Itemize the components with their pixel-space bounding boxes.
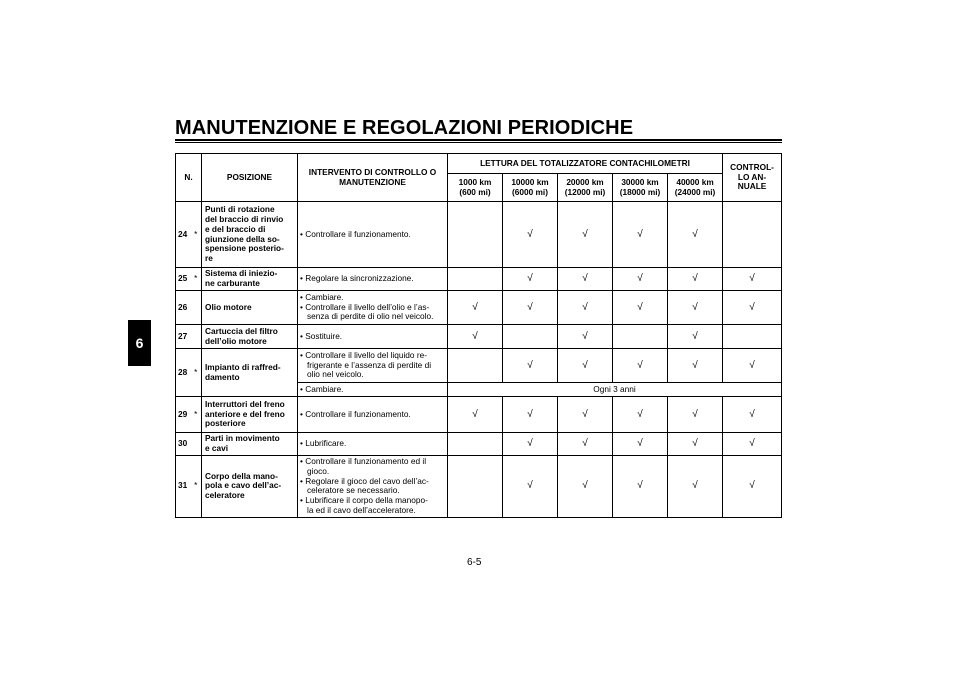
header-interval: 1000 km (600 mi) [448, 174, 503, 202]
action-item: • Regolare il gioco del cavo dell’ac- celeratore se necessario. [300, 477, 445, 497]
row-number: 24 [176, 202, 191, 268]
maintenance-table [175, 153, 782, 518]
check-mark: √ [723, 397, 782, 433]
check-mark: √ [613, 397, 668, 433]
action-item: • Controllare il funzionamento ed il gioco. [300, 457, 445, 477]
row-item: Sistema di iniezio- ne carburante [202, 268, 298, 291]
table-row [176, 397, 782, 433]
check-mark: √ [448, 291, 503, 325]
check-mark: √ [723, 349, 782, 383]
check-mark: √ [723, 456, 782, 518]
check-mark: √ [613, 456, 668, 518]
check-mark [448, 268, 503, 291]
row-item: Interruttori del freno anteriore e del freno posteriore [202, 397, 298, 433]
row-action [298, 349, 448, 383]
action-item: • Controllare il funzionamento. [300, 410, 445, 420]
check-mark [723, 325, 782, 349]
header-interval: 20000 km (12000 mi) [558, 174, 613, 202]
check-mark: √ [558, 202, 613, 268]
check-mark: √ [503, 397, 558, 433]
title-rule-thin [175, 142, 782, 143]
header-position: POSIZIONE [202, 154, 298, 202]
star-marker: * [191, 268, 202, 291]
check-mark: √ [613, 349, 668, 383]
table-row [176, 433, 782, 456]
action-item: • Lubrificare il corpo della manopo- la ed il cavo dell’acceleratore. [300, 496, 445, 516]
star-marker: * [191, 202, 202, 268]
check-mark: √ [668, 291, 723, 325]
header-n: N. [176, 154, 202, 202]
table-row [176, 291, 782, 325]
check-mark: √ [668, 268, 723, 291]
check-mark: √ [503, 456, 558, 518]
row-number: 29 [176, 397, 191, 433]
page-number: 6-5 [467, 557, 482, 568]
check-mark: √ [613, 202, 668, 268]
table-row [176, 349, 782, 383]
chapter-tab: 6 [128, 320, 151, 366]
row-item: Impianto di raffred- damento [202, 349, 298, 397]
row-item: Corpo della mano- pola e cavo dell’ac- celeratore [202, 456, 298, 518]
check-mark [448, 202, 503, 268]
header-interval: 40000 km (24000 mi) [668, 174, 723, 202]
row-number: 27 [176, 325, 191, 349]
page-title: MANUTENZIONE E REGOLAZIONI PERIODICHE [175, 117, 634, 139]
check-mark: √ [558, 397, 613, 433]
check-mark: √ [503, 349, 558, 383]
action-item: • Cambiare. [300, 385, 445, 395]
row-action [298, 433, 448, 456]
row-number: 28 [176, 349, 191, 397]
check-mark: √ [723, 433, 782, 456]
star-marker [191, 325, 202, 349]
action-item: • Lubrificare. [300, 439, 445, 449]
row-action [298, 456, 448, 518]
check-mark: √ [503, 433, 558, 456]
check-mark: √ [723, 291, 782, 325]
title-rule [175, 139, 782, 141]
row-number: 31 [176, 456, 191, 518]
check-mark: √ [558, 291, 613, 325]
check-mark: √ [668, 456, 723, 518]
check-mark [448, 349, 503, 383]
table-row [176, 268, 782, 291]
action-item: • Sostituire. [300, 332, 445, 342]
check-mark: √ [668, 433, 723, 456]
row-item: Punti di rotazione del braccio di rinvio e del braccio di giunzione della so- spensione posterio- re [202, 202, 298, 268]
check-mark [503, 325, 558, 349]
check-mark: √ [558, 325, 613, 349]
check-mark: √ [668, 202, 723, 268]
check-mark: √ [668, 349, 723, 383]
check-mark [613, 325, 668, 349]
check-mark: √ [668, 397, 723, 433]
star-marker: * [191, 397, 202, 433]
header-annual: CONTROL- LO AN- NUALE [723, 154, 782, 202]
check-mark: √ [558, 433, 613, 456]
action-item: • Controllare il funzionamento. [300, 230, 445, 240]
header-action: INTERVENTO DI CONTROLLO O MANUTENZIONE [298, 154, 448, 202]
check-mark: √ [613, 433, 668, 456]
row-item: Parti in movimento e cavi [202, 433, 298, 456]
check-mark: √ [503, 291, 558, 325]
check-mark [448, 456, 503, 518]
header-interval: 30000 km (18000 mi) [613, 174, 668, 202]
check-mark: √ [613, 268, 668, 291]
check-mark: √ [503, 202, 558, 268]
star-marker: * [191, 456, 202, 518]
check-mark [448, 433, 503, 456]
action-item: • Cambiare. [300, 293, 445, 303]
row-number: 26 [176, 291, 191, 325]
check-mark: √ [558, 456, 613, 518]
star-marker: * [191, 349, 202, 397]
check-mark: √ [558, 268, 613, 291]
table-row [176, 456, 782, 518]
check-mark: √ [448, 397, 503, 433]
row-action [298, 383, 448, 397]
row-item: Cartuccia del filtro dell’olio motore [202, 325, 298, 349]
check-mark: √ [668, 325, 723, 349]
check-mark: √ [503, 268, 558, 291]
action-item: • Regolare la sincronizzazione. [300, 274, 445, 284]
row-item: Olio motore [202, 291, 298, 325]
check-mark: √ [613, 291, 668, 325]
row-number: 25 [176, 268, 191, 291]
action-item: • Controllare il livello del liquido re- frigerante e l’assenza di perdite di olio nel veicolo. [300, 351, 445, 380]
table-row [176, 202, 782, 268]
header-odometer: LETTURA DEL TOTALIZZATORE CONTACHILOMETRI [448, 154, 723, 174]
check-mark [723, 202, 782, 268]
check-mark: √ [723, 268, 782, 291]
row-number: 30 [176, 433, 191, 456]
row-action [298, 202, 448, 268]
row-action [298, 397, 448, 433]
check-mark: √ [558, 349, 613, 383]
header-interval: 10000 km (6000 mi) [503, 174, 558, 202]
row-action [298, 268, 448, 291]
interval-span-note: Ogni 3 anni [448, 383, 782, 397]
row-action [298, 291, 448, 325]
check-mark: √ [448, 325, 503, 349]
row-action [298, 325, 448, 349]
action-item: • Controllare il livello dell’olio e l’as- senza di perdite di olio nel veicolo. [300, 303, 445, 323]
table-row [176, 325, 782, 349]
star-marker [191, 433, 202, 456]
star-marker [191, 291, 202, 325]
